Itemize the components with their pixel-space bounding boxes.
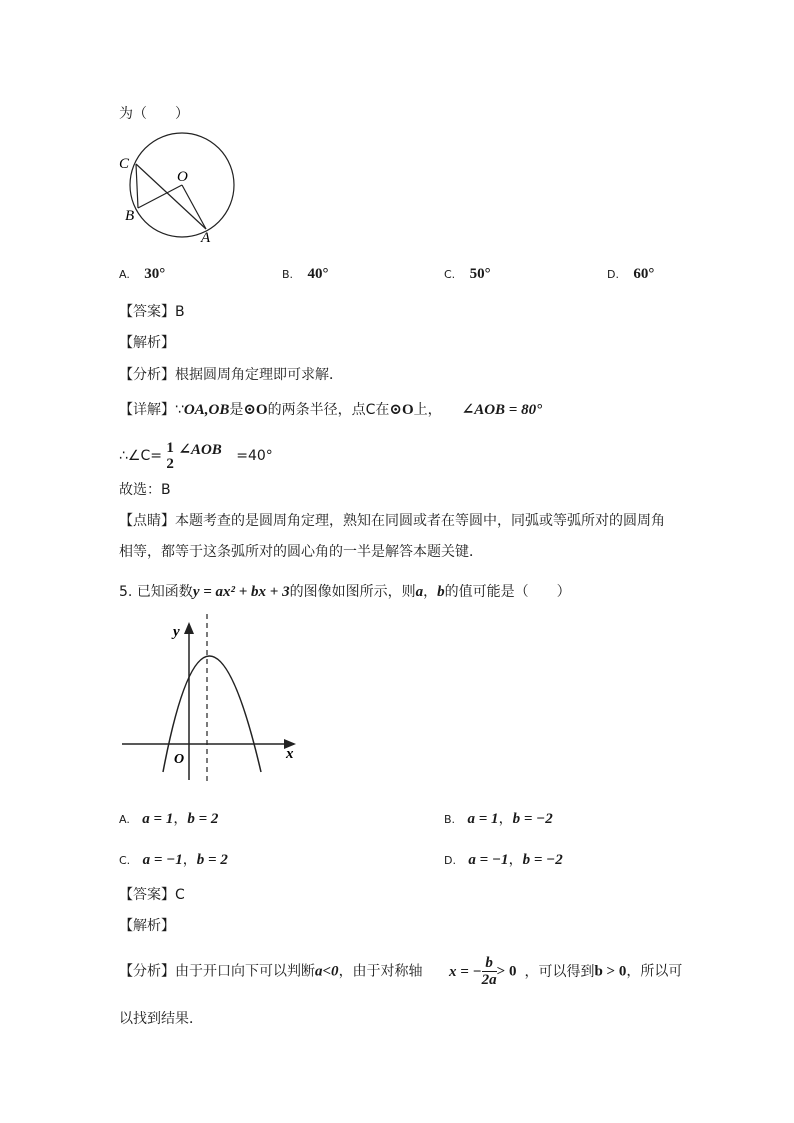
label-a: A (201, 230, 211, 245)
q5-option-d: D. a = −1，b = −2 (444, 852, 563, 868)
q5-option-c: C. a = −1，b = 2 (119, 852, 228, 868)
q5-option-b: B. a = 1，b = −2 (444, 811, 553, 827)
q4-choose: 故选：B (119, 482, 171, 498)
fraction-half: 1 2 (166, 440, 174, 472)
segment-ob (138, 185, 182, 208)
q4-comment-line1: 【点睛】本题考查的是圆周角定理，熟知在同圆或者在等圆中，同弧或等弧所对的圆周角 (119, 513, 665, 529)
segment-cb (136, 164, 138, 208)
label-c: C (119, 156, 130, 172)
label-b: B (125, 208, 135, 224)
q5-option-a: A. a = 1，b = 2 (119, 811, 219, 827)
q4-therefore: ∴∠C= 1 2 ∠AOB =40° (119, 440, 273, 472)
q4-answer: 【答案】B (119, 304, 185, 320)
q5-fenxi-line2: 以找到结果． (119, 1011, 203, 1027)
q4-option-a: A. 30° (119, 266, 166, 282)
q4-analysis-tag: 【解析】 (119, 335, 175, 351)
q5-parabola-figure (118, 612, 303, 787)
x-axis-label: x (286, 746, 294, 762)
q5-analysis-tag: 【解析】 (119, 918, 175, 934)
q4-option-c: C. 50° (444, 266, 491, 282)
q4-detail: 【详解】∵OA,OB是⊙O的两条半径，点C在⊙O上， ∠AOB = 80° (119, 402, 543, 418)
q4-option-b: B. 40° (282, 266, 329, 282)
q5-stem: 5. 已知函数y = ax² + bx + 3的图像如图所示，则a，b的值可能是（ ） (119, 584, 571, 600)
q5-fenxi-line1: 【分析】由于开口向下可以判断a<0，由于对称轴 x = − $\frac{b}{2a}$ > 0 ，可以得到b > 0，所以可 (119, 955, 683, 988)
origin-label: O (174, 752, 185, 767)
y-axis-label: y (173, 624, 180, 640)
y-axis-arrow (184, 622, 194, 634)
q5-answer: 【答案】C (119, 887, 185, 903)
q4-comment-line2: 相等，都等于这条弧所对的圆心角的一半是解答本题关键． (119, 544, 483, 560)
segment-ca (136, 164, 206, 229)
q4-fenxi: 【分析】根据圆周角定理即可求解． (119, 367, 343, 383)
label-o: O (177, 169, 188, 185)
q4-option-d: D. 60° (607, 266, 655, 282)
fraction-b-over-2a: $\frac{b}{2a}$ (481, 955, 497, 988)
segment-oa (182, 185, 206, 229)
q4-stem-continuation: 为（ ） (119, 106, 189, 122)
q4-circle-figure (115, 130, 245, 245)
